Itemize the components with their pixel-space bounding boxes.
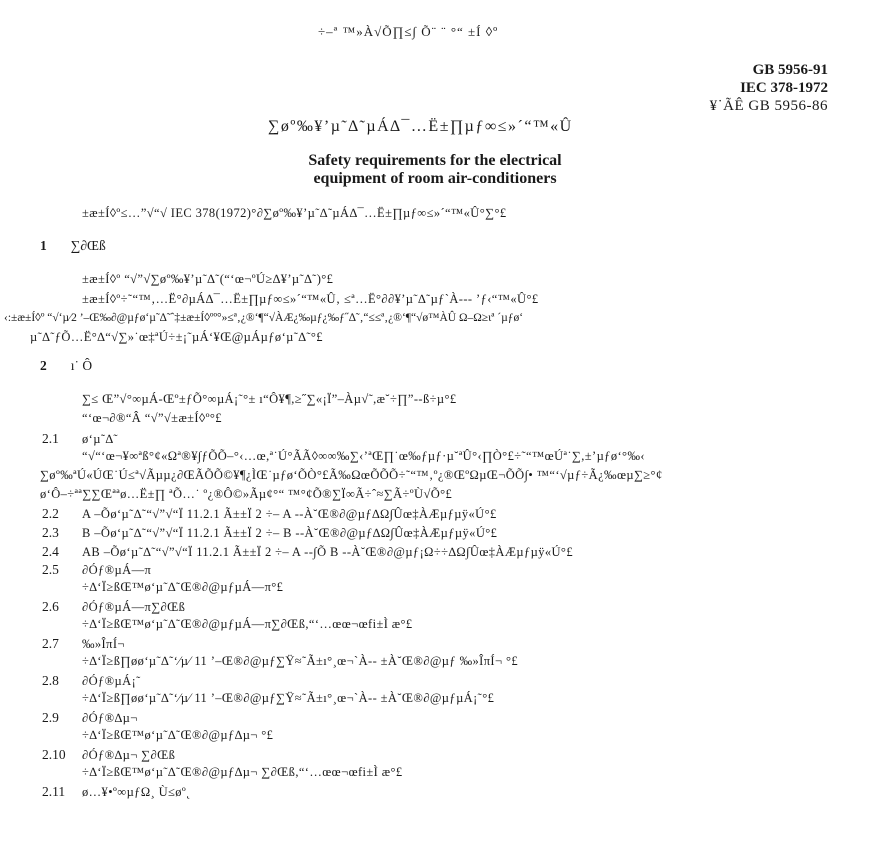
definition-text: ÷∆‘Ï≥ßŒ™ø‘µ˜∆˜Œ®∂@µƒ∆µ¬ °£ [82, 728, 274, 742]
definition-text: ∑øº‰ªÚ«ÚŒ˙Ú≤ª√Ãµµ¿∂ŒÃÕÕ©¥¶¿ÌŒ˙µƒø‘ÕÒ°£Ã‰ΩœÕÕÕ÷˜“™‚º¿®ŒºΩµŒ¬ÕÕ∫• ™“‘√µƒ÷Ã¿‰œµ∑≥°¢ [40, 468, 663, 482]
definition-term: ∂Óƒ®µÁ—π [82, 563, 152, 577]
definition-text: ÷∆‘Ï≥ßŒ™ø‘µ˜∆˜Œ®∂@µƒ∆µ¬ ∑∂Œß,“‘…œœ¬œfi±Ì æ°£ [82, 765, 403, 779]
definition-term: ∂Óƒ®µÁ¡˜ [82, 674, 141, 688]
definition-term: ∂Óƒ®∆µ¬ [82, 711, 138, 725]
intro-paragraph: ±æ±Í◊º≤…”√“√ IEC 378(1972)°∂∑øº‰¥’µ˜∆˜µÁ∆¯…Ë±∏µƒ∞≤»´“™«Û°∑°£ [82, 206, 507, 220]
title-english-line-2: equipment of room air-conditioners [313, 170, 557, 187]
section-2-number: 2 [40, 358, 47, 373]
replaces-standard: ¥˙ÃÊ GB 5956-86 [709, 98, 828, 114]
definition-number: 2.5 [42, 562, 59, 577]
iec-number: IEC 378-1972 [740, 80, 828, 96]
section-1-line: ±æ±Í◊º “√”√∑øº‰¥’µ˜∆˜(“‘œ¬ºÚ≥∆¥’µ˜∆˜)°£ [82, 272, 334, 286]
title-english-line-1: Safety requirements for the electrical [308, 152, 562, 169]
section-2-intro: “‘œ¬∂®“Â “√”√±æ±Í◊º°£ [82, 411, 222, 425]
section-1-note-cont: µ˜∆˜ƒÕ…Ë°∆“√∑»˙œ‡ªÚ÷±¡˜µÁ‘¥Œ@µÁµƒø‘µ˜∆˜°£ [30, 330, 323, 344]
standard-number: GB 5956-91 [752, 62, 828, 78]
definition-2-1 [42, 430, 118, 448]
definition-term: ø‘µ˜∆˜ [82, 432, 118, 446]
definition-term: ‰»ÎπÍ¬ [82, 637, 125, 651]
section-1-note: ‹:±æ±Í◊º “√‘µ⁄2 ’–Œ‰∂@µƒø‘µ˜∆˜ˆ‡±æ±Í◊ºº°»≤ª‚¿®‘¶“√ÀÆ¿‰µƒ¿‰ƒ˝∆˜‚“≤≤ª‚¿®‘¶“√ø™ÀÛ Ω–Ω≥ιª ´µƒø‘ [4, 312, 524, 324]
definition-2-6 [42, 598, 185, 616]
definition-term: ∂Óƒ®∆µ¬ ∑∂Œß [82, 748, 176, 762]
section-1-line: ±æ±Í◊º÷˜“™‚…Ë°∂µÁ∆¯…Ë±∏µƒ∞≤»´“™«Û‚ ≤ª…Ë°∂∂¥’µ˜∆˜µƒ`À‐‐‐ ’ƒ‹“™«Û°£ [82, 292, 539, 306]
definition-2-8 [42, 672, 141, 690]
title-chinese: ∑øº‰¥’µ˜∆˜µÁ∆¯…Ë±∏µƒ∞≤»´“™«Û [268, 118, 573, 135]
definition-2-7 [42, 635, 125, 653]
document-header: ÷–ª ™»À√Õ∏≤∫ Õ¨ ¨ °“ ±Í ◊º [318, 24, 499, 39]
definition-number: 2.1 [42, 431, 59, 446]
definition-text: ø‘Ô–÷ªª∑∑Œªªø…Ë±∏ ªÕ…˙ º¿®Ô©»Ãµ¢°“ ™°¢Õ®∑Ï∞Ã÷ˆ≈∑Ã÷ºÙ√Õ°£ [40, 487, 453, 501]
definition-2-10 [42, 746, 175, 764]
definition-2-3 [42, 524, 497, 542]
section-1-heading [40, 238, 106, 254]
definition-2-4 [42, 543, 573, 561]
definition-2-5 [42, 561, 151, 579]
definition-number: 2.7 [42, 636, 59, 651]
definition-number: 2.2 [42, 506, 59, 521]
definition-number: 2.6 [42, 599, 59, 614]
definition-text: ÷∆‘Ï≥ßŒ™ø‘µ˜∆˜Œ®∂@µƒµÁ—π∑∂Œß,“‘…œœ¬œfi±Ì æ°£ [82, 617, 413, 631]
section-2-title: ı˙ Ô [70, 358, 93, 373]
section-1-number: 1 [40, 238, 47, 253]
definition-number: 2.4 [42, 544, 59, 559]
definition-number: 2.8 [42, 673, 59, 688]
section-2-intro: ∑≤ Œ”√°∞µÁ‐Œº±ƒÕ°∞µÁ¡˜°± ı“Ô¥¶,≥˝∑«¡Ï”–Àµ√˜,æ˘÷∏”‐‐ß÷µ°£ [82, 392, 457, 406]
definition-term: ø…¥•º∞µƒΩ¸ Ù≤øº˛ [82, 785, 191, 799]
definition-text: AB –Õø‘µ˜∆˜“√”√“Ï 11.2.1 Ã±±Ï 2 ÷– A ‐‐∫Õ B ‐‐À˘Œ®∂@µƒ¡Ω÷÷∆Ω∫Ûœ‡ÀÆµƒµÿ«Ú°£ [82, 545, 573, 559]
definition-term: ∂Óƒ®µÁ—π∑∂Œß [82, 600, 186, 614]
definition-text: B –Õø‘µ˜∆˜“√”√“Ï 11.2.1 Ã±±Ï 2 ÷– B ‐‐À˘Œ®∂@µƒ∆Ω∫Ûœ‡ÀÆµƒµÿ«Ú°£ [82, 526, 498, 540]
definition-text: ÷∆‘Ï≥ß∏øø‘µ˜∆˜‘⁄µ⁄ 11 ’–Œ®∂@µƒ∑Ÿ≈˜Ã±ı°¸œ¬`À‐‐ ±À˘Œ®∂@µƒµÁ¡˜°£ [82, 691, 495, 705]
section-1-title: ∑∂Œß [70, 238, 106, 253]
definition-2-2 [42, 505, 497, 523]
definition-number: 2.3 [42, 525, 59, 540]
definition-2-9 [42, 709, 138, 727]
definition-text: ÷∆‘Ï≥ß∏øø‘µ˜∆˜‘⁄µ⁄ 11 ’–Œ®∂@µƒ∑Ÿ≈˜Ã±ı°¸œ¬`À‐‐ ±À˘Œ®∂@µƒ ‰»ÎπÍ¬ °£ [82, 654, 518, 668]
definition-text: A –Õø‘µ˜∆˜“√”√“Ï 11.2.1 Ã±±Ï 2 ÷– A ‐‐À˘Œ®∂@µƒ∆Ω∫Ûœ‡ÀÆµƒµÿ«Ú°£ [82, 507, 497, 521]
definition-text: ÷∆‘Ï≥ßŒ™ø‘µ˜∆˜Œ®∂@µƒµÁ—π°£ [82, 580, 284, 594]
definition-number: 2.9 [42, 710, 59, 725]
definition-number: 2.10 [42, 747, 66, 762]
section-2-heading [40, 358, 92, 374]
definition-number: 2.11 [42, 784, 66, 799]
definition-text: “√“‘œ¬¥∞ªß°¢«Ωª®¥∫ƒÕÕ–°‹…œ,ª˙Ú°ÃÃ◊∞∞‰∑‹’ªŒ∏˙œ‰ƒµƒ·µ˘ªÛ°‹∏Ò°£÷˜“™œÚª˙∑,±’µƒø‘°‰‹ [82, 449, 645, 463]
definition-2-11 [42, 783, 191, 801]
